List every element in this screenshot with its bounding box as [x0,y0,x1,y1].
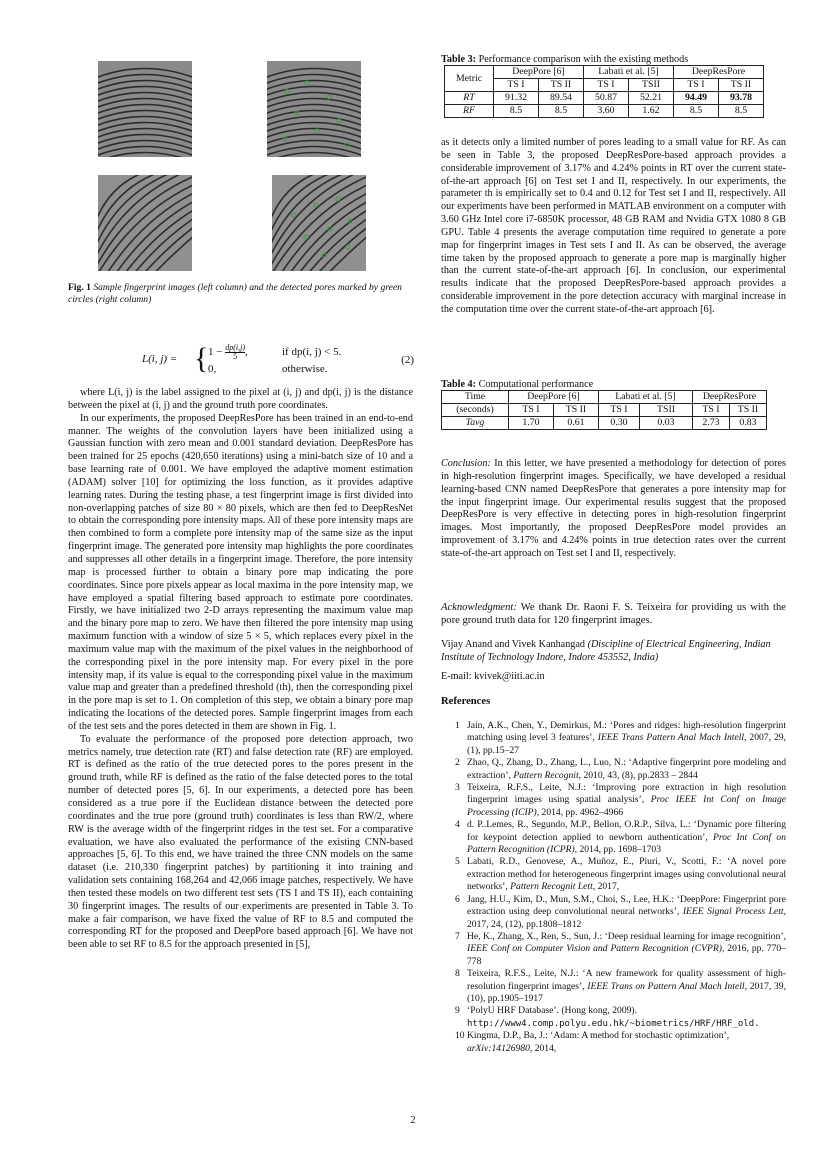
table3-cell: 8.5 [494,105,539,118]
list-item [441,782,786,819]
list-item [441,1030,786,1055]
reference-text: Labati, R.D., Genovese, A., Muñoz, E., Piuri, V., Scotti, F.: ‘A novel pore extraction method for heterogeneous fingerprint images using convolutional neural networks’, [467,856,786,893]
reference-venue: IEEE Signal Process Lett [682,906,784,918]
paragraph-evaluation: To evaluate the performance of the proposed pore detection approach, two metrics namely, true detection rate (RT) and false detection rate (RF) are employed. RT is defined as the ratio of the true detected pores to the pores present in the ground truth, while RF is defined as the ratio of the false detected pores to the total number of detected pores [5, 6]. In our experiments, a detected pore has been considered as a true pore if the Euclidean distance between the detected pore coordinates and the true pore (ground truth) coordinates is less than RW/2, where RW is the average width of the fingerprint ridges in the test set. For a comparative evaluation, we have also evaluated the performance of the existing CNN-based approaches [5, 6]. To this end, we have trained the three CNN models on the same dataset (i.e. 210,330 fingerprint patches) by partitioning it into training and validation sets containing 168,264 and 42,066 image patches, respectively. We have then tested these models on two different test sets (TS I and TS II), each containing 30 fingerprint images. The results of our experiments are presented in Table 3. To make a fair comparison, we have fixed the value of RF to 8.5 and computed the corresponding RT for the proposed and DeepPore based approach [6]. We have not been able to set RF to 8.5 for the approach presented in [5], [68,733,413,951]
reference-details: , 2010, 43, (8), pp.2833 – 2844 [578,769,698,781]
list-item [441,720,786,757]
table4-subheader: TS II [730,404,767,417]
fingerprint-sample-1 [98,61,192,157]
table3-subheader: TS II [719,79,764,92]
equation-frac-den: 5 [233,352,238,361]
figure-caption-text: Sample fingerprint images (left column) and the detected pores marked by green circles (right column) [68,282,402,306]
paragraph-training: In our experiments, the proposed DeepResPore has been trained in an end-to-end manner. The weights of the convolution layers have been initialized using a Gaussian function with zero mean and 0.001 standard deviation. DeepResPore has been trained for 25 epochs (420,650 iterations) using a mini-batch size of 10 and a base learning rate of 0.001. We have employed the adaptive moment estimation (ADAM) solver [10] for optimizing the loss function, as it provides adaptive learning rates. During the testing phase, a test fingerprint image is first divided into non-overlapping patches of size 80 × 80 pixels, which are then fed to DeepResNet to obtain the corresponding pore intensity maps. All of these pore intensity maps are then combined to form a complete pore intensity map of the same size as the input fingerprint image. The generated pore intensity map highlights the pore coordinates and suppresses all other details in a fingerprint image. Therefore, the pore intensity map is processed further to obtain a binary pore map indicating the pore coordinates. Since pore pixels appear as local maxima in the pore intensity map, we have employed a spatial filtering based approach to estimate pore coordinates. Firstly, we have initialized two 2-D arrays representing the maximum value map and the binary pore map to zero. We have then filtered the pore intensity map using maximum function with a window of size 5 × 5, which replaces every pixel in the maximum value map with the maximum of the pixel values in the neighborhood of the corresponding pixel in the pore intensity map. For every pixel in the pore intensity map, if its value is equal to the corresponding pixel value in the maximum value map and greater than a predefined threshold (th), then the corresponding pixel in the pore map is set to 1. On completion of this step, we obtain a binary pore map indicating the locations of the detected pores. Sample fingerprint images from each of the test sets and the pores detected in them are shown in Fig. 1. [68,412,413,732]
reference-number: 5 [455,856,460,868]
author-names: Vijay Anand and Vivek Kanhangad [441,639,586,650]
table4-title: Computational performance [478,379,594,390]
table3-subheader: TS II [539,79,584,92]
table3-cell: 93.78 [719,92,764,105]
table4-group-header: DeepResPore [693,391,767,404]
list-item [441,931,786,968]
reference-text: d. P..Lemes, R., Segundo, M.P., Bellon, O.R.P., Silva, L.: ‘Dynamic pore filtering for keypoint detection applied to newborn authentication’, [467,819,786,843]
table3-cell: 1.62 [629,105,674,118]
reference-venue: arXiv:14126980 [467,1042,530,1054]
table4-seconds-header: (seconds) [442,404,509,417]
table4-group-header: DeepPore [6] [509,391,599,404]
conclusion-paragraph [441,458,786,561]
equation-brace: { [194,342,209,375]
reference-details: , 2014, [529,1042,557,1054]
table3-subheader: TS I [584,79,629,92]
equation-case1-condition: if dp(i, j) < 5. [282,346,342,358]
reference-details: , 2017, 24, (12), pp.1808–1812 [467,906,787,930]
table-row [442,417,767,430]
reference-venue: IEEE Trans Pattern Anal Mach Intell [597,732,745,744]
acknowledgment-text: We thank Dr. Raoni F. S. Teixeira for providing us with the pore ground truth data for 120 fingerprint images. [441,602,786,627]
table4-subheader: TS I [509,404,554,417]
reference-venue: Proc IEEE Int Conf on Image Processing (ICIP) [467,794,786,818]
reference-text: Jang, H.U., Kim, D., Mun, S.M., Choi, S., Lee, H.K.: ‘DeepPore: Fingerprint pore extraction using deep convolutional neural networks’, [467,893,786,918]
acknowledgment-paragraph [441,601,786,628]
reference-details: , 2017, 39, (10), pp.1905–1917 [467,980,786,1004]
table3-cell: 8.5 [674,105,719,118]
reference-details: , 2016, pp. 770–778 [467,943,786,967]
list-item [441,894,786,931]
equation-frac-num: dp(i,j) [225,343,245,352]
table3-metric-header: Metric [445,66,494,92]
figure-caption [68,282,413,307]
fingerprint-pores-2 [272,175,366,271]
table3-label: Table 3: [441,54,477,65]
reference-text: ‘PolyU HRF Database’. (Hong kong, 2009). [467,1005,638,1017]
reference-venue: Proc Int Conf on Pattern Recognition (ICPR) [467,831,786,856]
reference-text: Kingma, D.P., Ba, J.: ‘Adam: A method for stochastic optimization’, [467,1030,730,1042]
reference-url-link[interactable]: http://www4.comp.polyu.edu.hk/~biometrics/HRF/HRF_old. [467,1018,760,1029]
table4-cell: 2.73 [693,417,730,430]
table4-subheader: TS II [554,404,599,417]
table3-group-header: DeepPore [6] [494,66,584,79]
table3-subheader: TS I [674,79,719,92]
table4-time-header: Time [442,391,509,404]
reference-details: , 2007, 29, (1), pp.15–27 [467,732,786,756]
table4-group-header: Labati et al. [5] [599,391,693,404]
right-column-text [441,137,786,317]
table3-cell: 3.60 [584,105,629,118]
table4-row-label: Tavg [442,417,509,430]
table4-subheader: TS I [599,404,640,417]
table3-block [441,54,786,118]
reference-text: Teixeira, R.F.S., Leite, N.J.: ‘Improving pore extraction in high resolution fingerprint images using spatial analysis’, [467,782,786,806]
author-email[interactable]: E-mail: kvivek@iiti.ac.in [441,670,545,682]
reference-venue: Pattern Recognit Lett [510,881,593,893]
equation-lhs: L(i, j) = [142,353,178,365]
table3-cell: 50.87 [584,92,629,105]
reference-number: 10 [455,1030,465,1042]
table3-cell: 52.21 [629,92,674,105]
table3-cell: 94.49 [674,92,719,105]
table4 [441,390,767,430]
reference-number: 1 [455,720,460,731]
list-item [441,968,786,1005]
table4-caption [441,379,786,390]
table4-cell: 1.70 [509,417,554,430]
table4-subheader: TSII [640,404,693,417]
conclusion-heading: Conclusion: [441,458,491,469]
table4-cell: 0.61 [554,417,599,430]
table3-subheader: TSII [629,79,674,92]
table4-cell: 0.03 [640,417,693,430]
author-block [441,638,786,683]
reference-text: He, K., Zhang, X., Ren, S., Sun, J.: ‘Deep residual learning for image recognition’, [467,930,786,942]
reference-venue: IEEE Conf on Computer Vision and Pattern Recognition (CVPR) [467,943,722,955]
reference-details: , 2017, [592,881,620,893]
conclusion-section [441,458,786,561]
page-number: 2 [410,1115,416,1126]
reference-details: , 2014, pp. 1698–1703 [574,844,661,856]
table3-row-metric: RF [445,105,494,118]
fingerprint-sample-2 [98,175,192,271]
table4-cell: 0.83 [730,417,767,430]
equation-2 [142,342,414,378]
table4-cell: 0.30 [599,417,640,430]
author-affiliation: (Discipline of Electrical Engineering, Indian Institute of Technology Indore, Indore 453552, India) [441,639,771,664]
table3-title: Performance comparison with the existing methods [478,54,689,65]
paragraph-label-definition: where L(i, j) is the label assigned to the pixel at (i, j) and dp(i, j) is the distance between the pixel at (i, j) and the ground truth pore coordinates. [68,387,413,411]
table4-subheader: TS I [693,404,730,417]
reference-venue: IEEE Trans on Pattern Anal Mach Intell [587,980,745,992]
reference-text: Teixeira, R.F.S., Leite, N.J.: ‘A new framework for quality assessment of high-resolution fingerprint images’, [467,968,786,992]
reference-number: 7 [455,930,460,942]
reference-number: 9 [455,1005,460,1017]
table3-row-metric: RT [445,92,494,105]
table3-cell: 8.5 [719,105,764,118]
table3-subheader: TS I [494,79,539,92]
equation-case2-condition: otherwise. [282,363,328,375]
table3 [444,65,764,118]
list-item [441,1005,786,1030]
list-item [441,856,786,893]
references-heading: References [441,696,491,707]
reference-number: 2 [455,757,460,769]
table3-cell: 91.32 [494,92,539,105]
equation-number: (2) [401,354,414,366]
table3-group-header: DeepResPore [674,66,764,79]
list-item [441,819,786,856]
reference-number: 6 [455,893,460,905]
table3-group-header: Labati et al. [5] [584,66,674,79]
acknowledgment-section [441,601,786,628]
reference-text: Jain, A.K., Chen, Y., Demirkus, M.: ‘Pores and ridges: high-resolution fingerprint matching using level 3 features’, [467,720,786,744]
reference-number: 3 [455,782,460,794]
table-row [445,92,764,105]
figure-caption-label: Fig. 1 [68,282,91,293]
table-row [445,105,764,118]
equation-case2: 0, [208,363,217,375]
list-item [441,757,786,782]
reference-number: 4 [455,819,460,831]
table3-cell: 89.54 [539,92,584,105]
left-column-text [68,387,413,952]
table3-caption [441,54,786,65]
references-list [441,720,786,1055]
table4-block [441,379,786,430]
author-line [441,638,786,665]
fingerprint-pores-1 [267,61,361,157]
table4-label: Table 4: [441,379,477,390]
reference-number: 8 [455,968,460,980]
table3-cell: 8.5 [539,105,584,118]
reference-venue: Pattern Recognit [513,769,579,781]
conclusion-text: In this letter, we have presented a methodology for detection of pores in high-resolution fingerprint images. Specifically, we have developed a residual learning-based CNN named DeepResPore that generates a pore intensity map for the input fingerprint image. Our experimental results suggest that the proposed DeepResPore is very effective in detecting pores in high-resolution fingerprint images. Most importantly, the proposed DeepResPore model provides an improvement of 3.17% and 4.24% points in true detection rates over the current state-of-the-art approach on Test set I and II, respectively. [441,458,787,559]
paragraph-results: as it detects only a limited number of pores leading to a small value for RF. As can be seen in Table 3, the proposed DeepResPore-based approach provides a considerable improvement of 3.17% and 4.24% points in RT over the current state-of-the-art approach [6] on Test set I and II, respectively. In our experiments, the parameter th is empirically set to 0.4 and 0.12 for Test set I and II, respectively. All our experiments have been performed in MATLAB environment on a computer with 3.60 GHz Intel core i7-6850K processor, 48 GB RAM and Nvidia GTX 1080 8 GB GPU. Table 4 presents the average computation time required to generate a pore map for fingerprint images in Test sets I and II. As can be observed, the average time taken by the proposed approach to generate a pore map is marginally higher than the current state-of-the-art approach [6]. In conclusion, our experimental results indicate that the proposed DeepResPore-based approach provides a considerable improvement in the pore detection accuracy with marginal increase in the computation time over the current state-of-the-art approach [6]. [441,137,786,315]
equation-case1: 1 − $\frac{dp(i,j)}{5}$ , [208,343,248,361]
reference-details: , 2014, pp. 4962–4966 [536,806,624,818]
acknowledgment-heading: Acknowledgment: [441,602,517,613]
reference-text: Zhao, Q., Zhang, D., Zhang, L., Luo, N.: ‘Adaptive fingerprint pore modeling and extraction’, [467,757,786,781]
